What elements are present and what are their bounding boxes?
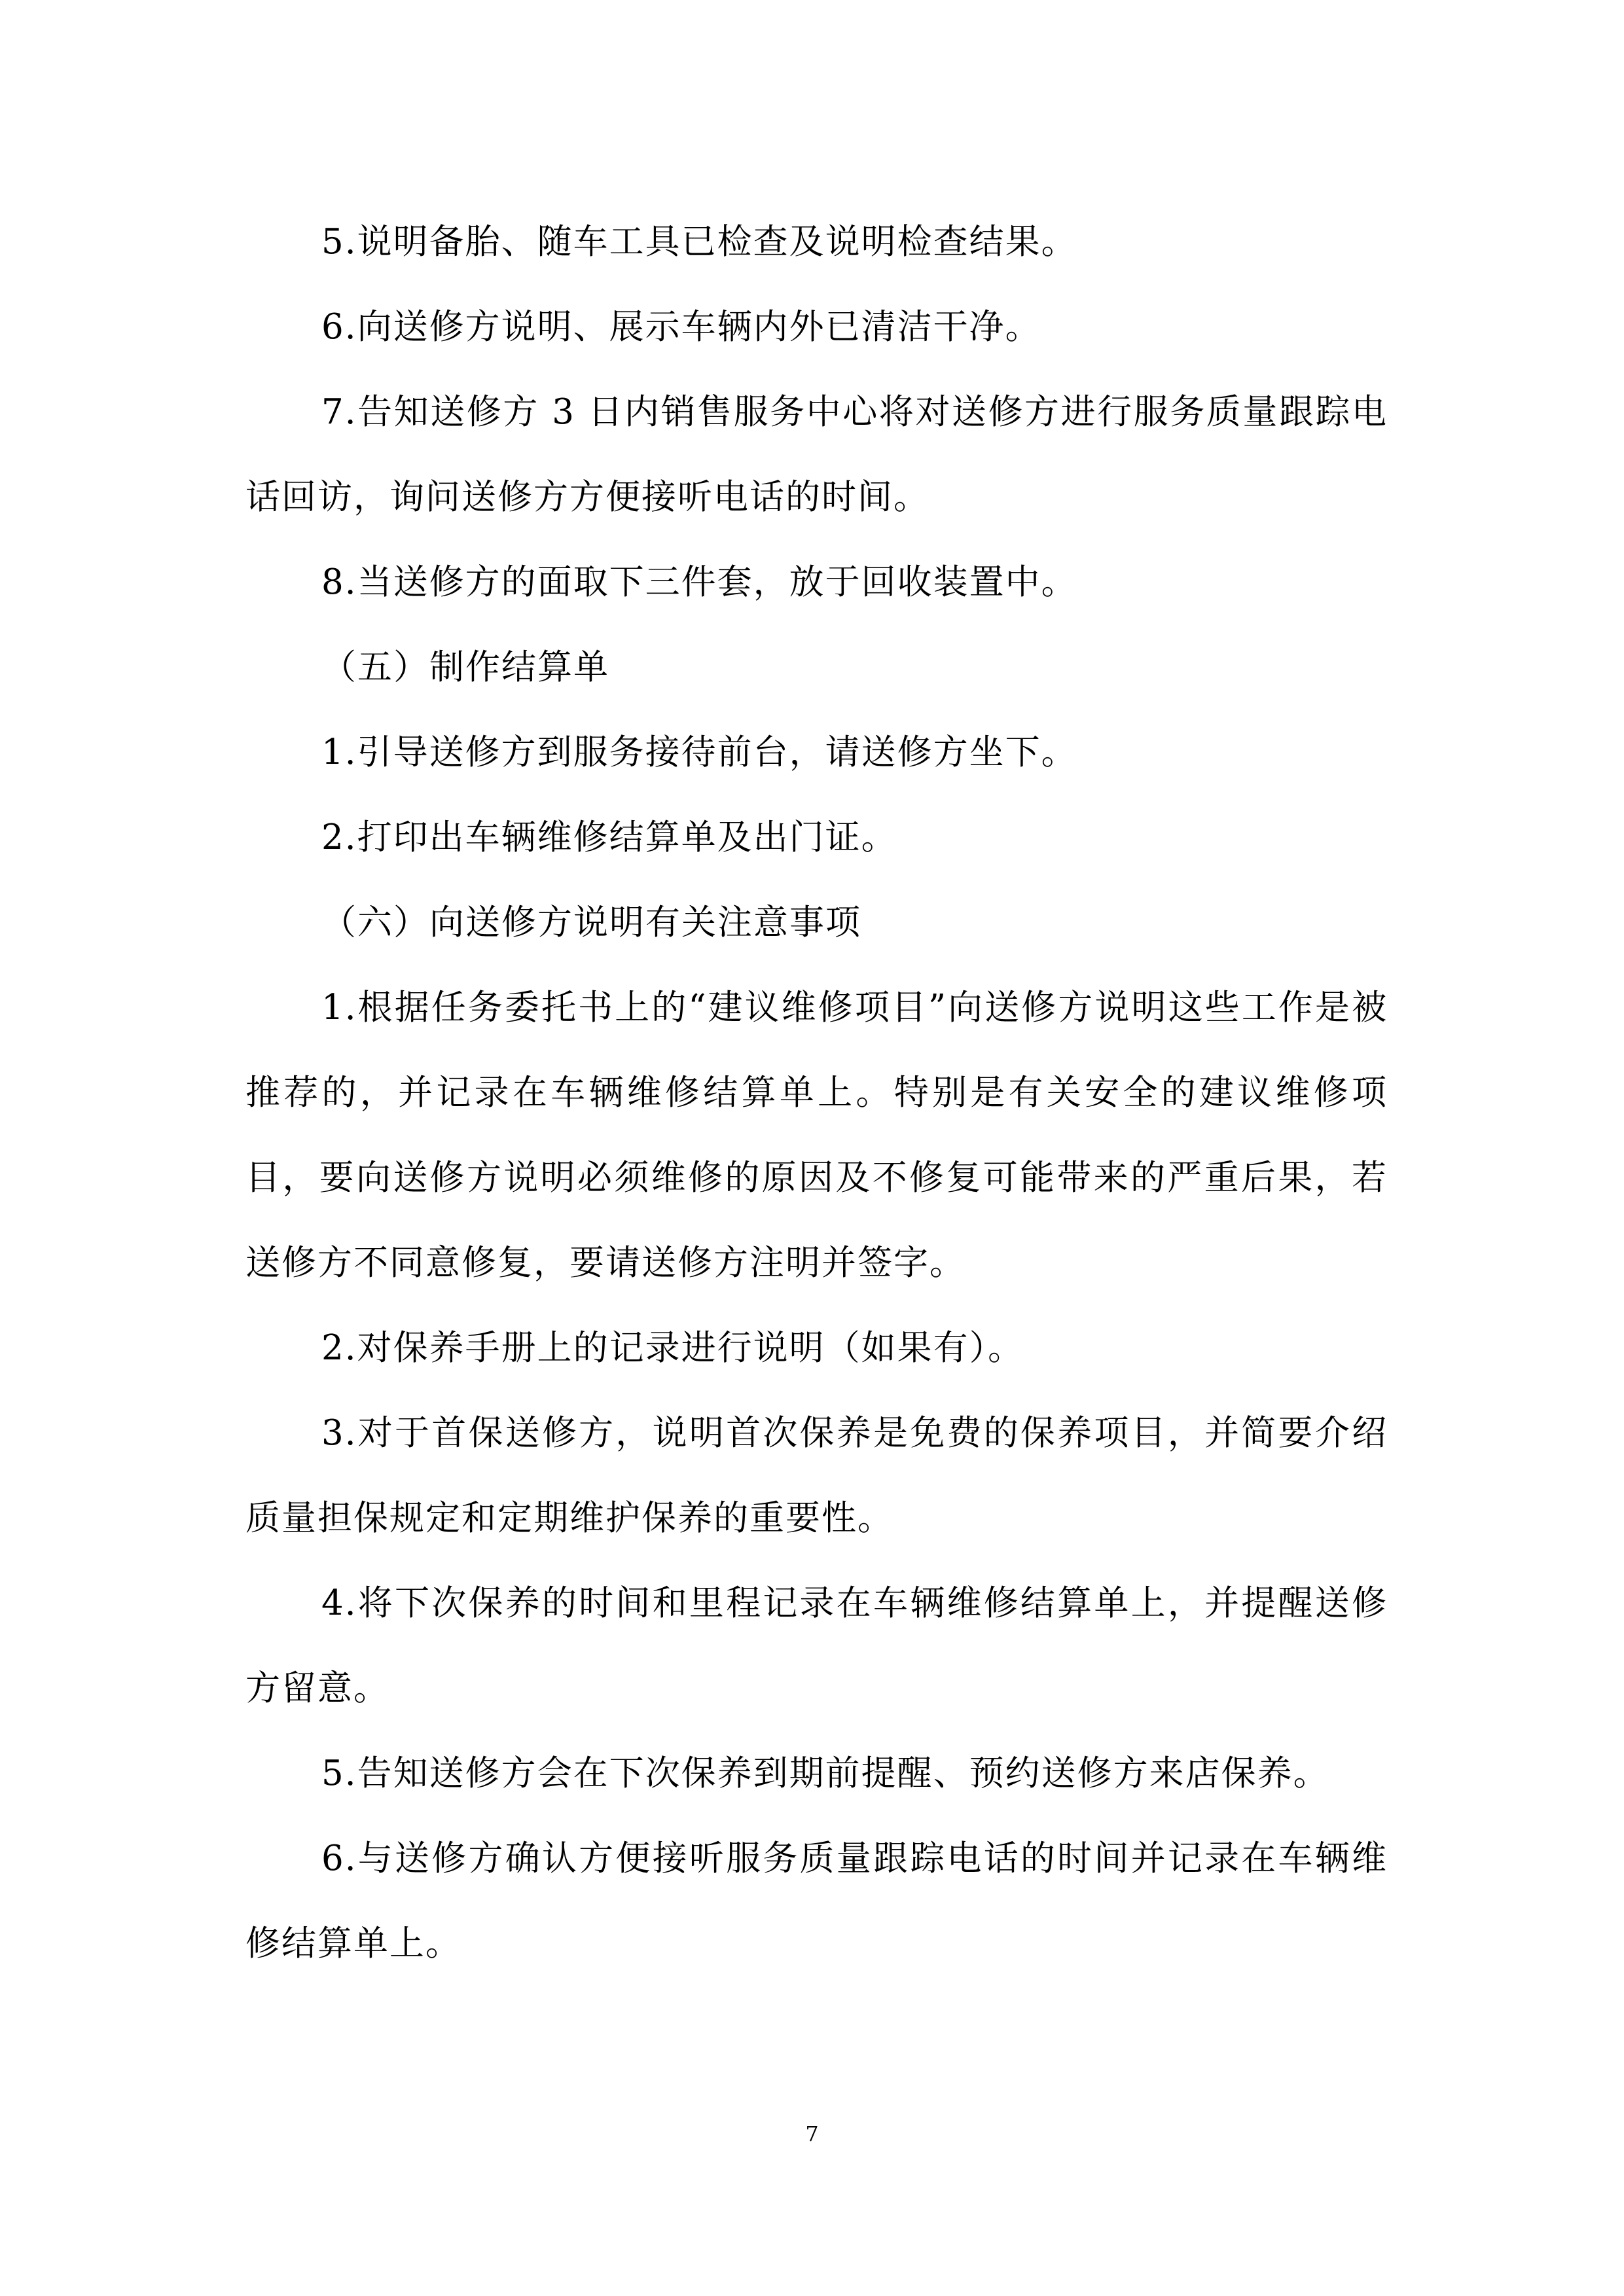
paragraph-notes-step-6: 6.与送修方确认方便接听服务质量跟踪电话的时间并记录在车辆维修结算单上。 <box>245 1839 1388 1964</box>
document-body <box>245 200 1388 1986</box>
paragraph-notes-step-5: 5.告知送修方会在下次保养到期前提醒、预约送修方来店保养。 <box>321 1753 1329 1793</box>
section-heading-settlement: （五）制作结算单 <box>321 647 609 687</box>
paragraph-notes-step-1: 1.根据任务委托书上的“建议维修项目”向送修方说明这些工作是被推荐的，并记录在车辆维修结算单上。特别是有关安全的建议维修项目，要向送修方说明必须维修的原因及不修复可能带来的严重后果，若送修方不同意修复，要请送修方注明并签字。 <box>245 988 1388 1283</box>
page-number: 7 <box>805 2121 819 2146</box>
paragraph-step-8-remove-covers: 8.当送修方的面取下三件套，放于回收装置中。 <box>321 562 1077 602</box>
paragraph-notes-step-2: 2.对保养手册上的记录进行说明（如果有）。 <box>321 1328 1024 1368</box>
paragraph-notes-step-4: 4.将下次保养的时间和里程记录在车辆维修结算单上，并提醒送修方留意。 <box>245 1583 1388 1708</box>
section-heading-notes: （六）向送修方说明有关注意事项 <box>321 903 861 942</box>
paragraph-step-7-follow-up-call: 7.告知送修方 3 日内销售服务中心将对送修方进行服务质量跟踪电话回访，询问送修方方便接听电话的时间。 <box>245 392 1388 517</box>
paragraph-step-5-spare-tire: 5.说明备胎、随车工具已检查及说明检查结果。 <box>321 222 1077 262</box>
paragraph-settlement-step-2: 2.打印出车辆维修结算单及出门证。 <box>321 817 897 857</box>
paragraph-settlement-step-1: 1.引导送修方到服务接待前台，请送修方坐下。 <box>321 732 1077 772</box>
paragraph-step-6-clean-vehicle: 6.向送修方说明、展示车辆内外已清洁干净。 <box>321 307 1041 347</box>
paragraph-notes-step-3: 3.对于首保送修方，说明首次保养是免费的保养项目，并简要介绍质量担保规定和定期维护保养的重要性。 <box>245 1413 1388 1538</box>
